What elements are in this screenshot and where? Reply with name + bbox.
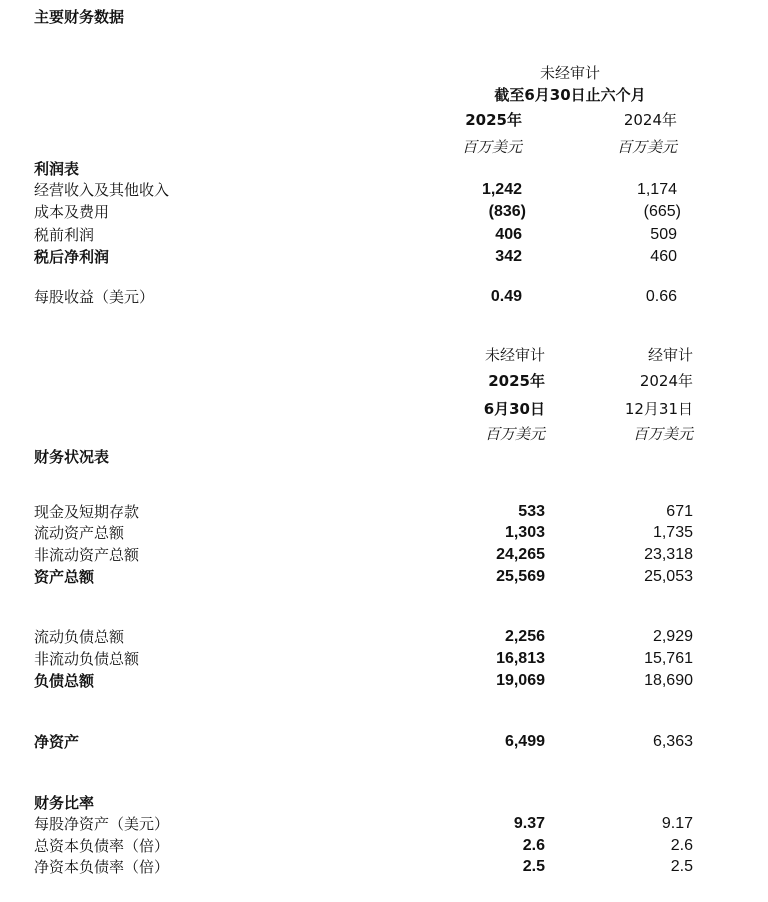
income-unit-prior: 百万美元 (616, 138, 677, 156)
asset-row-current: 24,265 (496, 546, 545, 563)
eps-label: 每股收益（美元） (34, 288, 155, 306)
income-row-label: 税前利润 (34, 226, 95, 244)
liability-row-prior: 2,929 (652, 628, 693, 645)
net-assets-label: 净资产 (34, 733, 80, 751)
income-col-current-year: 2025年 (465, 111, 522, 129)
income-row-current: 406 (495, 226, 522, 243)
income-row-current: (836) (488, 203, 526, 220)
income-row-label: 经营收入及其他收入 (34, 181, 170, 199)
asset-row-current: 25,569 (496, 568, 545, 585)
ratio-row-prior: 2.6 (670, 837, 693, 854)
ratio-row-label: 总资本负债率（倍） (34, 837, 170, 855)
income-row-prior: 460 (650, 248, 677, 265)
income-row-label: 成本及费用 (34, 203, 110, 221)
balance-current-audit: 未经审计 (484, 346, 545, 364)
ratio-row-prior: 2.5 (670, 858, 693, 875)
ratios-section-title: 财务比率 (34, 794, 95, 812)
balance-unit-current: 百万美元 (484, 425, 545, 443)
balance-current-date: 6月30日 (483, 400, 545, 418)
income-row-current: 1,242 (481, 181, 522, 198)
liability-row-prior: 18,690 (644, 672, 693, 689)
eps-current: 0.49 (490, 288, 522, 305)
asset-row-label: 非流动资产总额 (34, 546, 140, 564)
income-row-prior: 1,174 (636, 181, 677, 198)
liability-row-prior: 15,761 (644, 650, 693, 667)
income-row-label: 税后净利润 (34, 248, 110, 266)
liability-row-label: 负债总额 (34, 672, 95, 690)
income-row-prior: 509 (650, 226, 677, 243)
income-row-prior: (665) (643, 203, 681, 220)
liability-row-current: 19,069 (496, 672, 545, 689)
asset-row-current: 1,303 (504, 524, 545, 541)
asset-row-prior: 25,053 (644, 568, 693, 585)
liability-row-label: 流动负债总额 (34, 628, 125, 646)
income-row-current: 342 (495, 248, 522, 265)
balance-current-year: 2025年 (488, 372, 545, 390)
balance-section-title: 财务状况表 (34, 448, 110, 466)
ratio-row-current: 2.5 (522, 858, 545, 875)
income-col-prior-year: 2024年 (623, 111, 677, 129)
balance-prior-audit: 经审计 (647, 346, 693, 364)
ratio-row-current: 2.6 (522, 837, 545, 854)
balance-prior-date: 12月31日 (624, 400, 693, 418)
net-assets-prior: 6,363 (652, 733, 693, 750)
balance-unit-prior: 百万美元 (632, 425, 693, 443)
income-unit-current: 百万美元 (461, 138, 522, 156)
asset-row-label: 流动资产总额 (34, 524, 125, 542)
asset-row-prior: 671 (666, 503, 693, 520)
asset-row-prior: 23,318 (644, 546, 693, 563)
asset-row-current: 533 (518, 503, 545, 520)
asset-row-label: 资产总额 (34, 568, 95, 586)
asset-row-prior: 1,735 (652, 524, 693, 541)
net-assets-current: 6,499 (504, 733, 545, 750)
income-period: 截至6月30日止六个月 (494, 86, 646, 104)
asset-row-label: 现金及短期存款 (34, 503, 140, 521)
income-section-title: 利润表 (34, 160, 80, 178)
liability-row-current: 2,256 (504, 628, 545, 645)
ratio-row-label: 净资本负债率（倍） (34, 858, 170, 876)
income-audit-status: 未经审计 (539, 64, 600, 82)
ratio-row-prior: 9.17 (661, 815, 693, 832)
balance-prior-year: 2024年 (639, 372, 693, 390)
ratio-row-current: 9.37 (513, 815, 545, 832)
liability-row-label: 非流动负债总额 (34, 650, 140, 668)
eps-prior: 0.66 (645, 288, 677, 305)
ratio-row-label: 每股净资产（美元） (34, 815, 170, 833)
liability-row-current: 16,813 (496, 650, 545, 667)
page-title: 主要财务数据 (34, 8, 125, 26)
